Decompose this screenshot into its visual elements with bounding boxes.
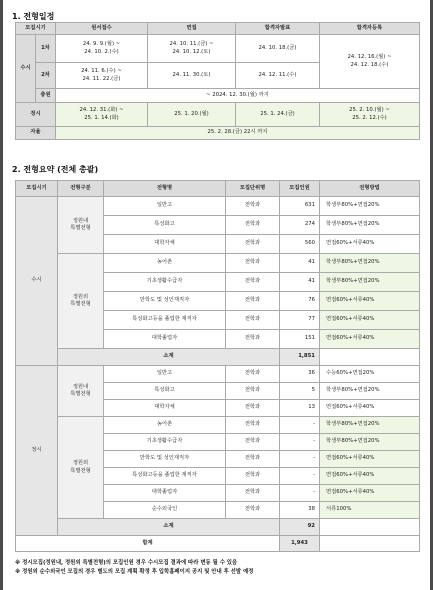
header-name: 전형명 bbox=[104, 181, 226, 197]
jeongsi-group-2: 정원외 특별전형 bbox=[58, 417, 104, 519]
unit-name: 전학과 bbox=[226, 502, 280, 519]
unit-name: 전학과 bbox=[226, 383, 280, 400]
method: 면접60%+서류40% bbox=[320, 311, 420, 330]
count: - bbox=[280, 434, 320, 451]
table-row bbox=[16, 254, 420, 273]
susi-register: 24. 12. 16.(월) ~ 24. 12. 18.(수) bbox=[320, 35, 420, 89]
extra-value: ~ 2024. 12. 30.(월) 까지 bbox=[56, 89, 420, 103]
subtotal-blank bbox=[320, 349, 420, 366]
program-name: 대학졸업자 bbox=[104, 485, 226, 502]
method: 면접60%+서류40% bbox=[320, 235, 420, 254]
program-name: 특성화고 bbox=[104, 383, 226, 400]
unit-name: 전학과 bbox=[226, 254, 280, 273]
header-interview: 면접 bbox=[148, 23, 236, 35]
count: 41 bbox=[280, 254, 320, 273]
method: 수능60%+면접20% bbox=[320, 366, 420, 383]
count: 13 bbox=[280, 400, 320, 417]
unit-name: 전학과 bbox=[226, 311, 280, 330]
footnote-2: ※ 정원외 순수외국인 모집의 경우 별도의 모집 계획 확정 후 입학홈페이지 공지 및 안내 후 선발 예정 bbox=[15, 569, 254, 576]
round1-interview: 24. 10. 11.(금) ~ 24. 10. 12.(토) bbox=[148, 35, 236, 63]
program-name: 농어촌 bbox=[104, 254, 226, 273]
count: 38 bbox=[280, 502, 320, 519]
susi-section bbox=[16, 197, 420, 366]
count: 41 bbox=[280, 273, 320, 292]
count: - bbox=[280, 468, 320, 485]
method: 학생부80%+면접20% bbox=[320, 273, 420, 292]
program-name: 순수외국인 bbox=[104, 502, 226, 519]
program-name: 특성화고등을 졸업한 재직자 bbox=[104, 468, 226, 485]
footnotes bbox=[15, 559, 253, 577]
count: 5 bbox=[280, 383, 320, 400]
table-row bbox=[16, 417, 420, 434]
susi-label: 수시 bbox=[16, 35, 36, 103]
count: - bbox=[280, 485, 320, 502]
unit-name: 전학과 bbox=[226, 485, 280, 502]
method: 면접60%+서류40% bbox=[320, 468, 420, 485]
unit-name: 전학과 bbox=[226, 434, 280, 451]
program-name: 만학도 및 성인재직자 bbox=[104, 292, 226, 311]
program-name: 만학도 및 성인재직자 bbox=[104, 451, 226, 468]
total-count: 1,943 bbox=[280, 536, 320, 552]
jeongsi-interview: 25. 1. 20.(월) bbox=[148, 103, 236, 127]
susi-group-2: 정원외 특별전형 bbox=[58, 254, 104, 349]
program-name: 농어촌 bbox=[104, 417, 226, 434]
unit-name: 전학과 bbox=[226, 235, 280, 254]
method: 학생부80%+면접20% bbox=[320, 434, 420, 451]
susi-period-label: 수시 bbox=[16, 197, 58, 366]
count: 631 bbox=[280, 197, 320, 216]
header-method: 전형방법 bbox=[320, 181, 420, 197]
count: 151 bbox=[280, 330, 320, 349]
program-name: 일반고 bbox=[104, 197, 226, 216]
program-name: 기초생활수급자 bbox=[104, 434, 226, 451]
round2-interview: 24. 11. 30.(토) bbox=[148, 63, 236, 89]
jaeul-value: 25. 2. 28.(금) 22시 까지 bbox=[56, 127, 420, 140]
method: 면접60%+서류40% bbox=[320, 292, 420, 311]
subtotal-label: 소계 bbox=[58, 519, 280, 536]
summary-table bbox=[15, 180, 420, 552]
footnote-1: ※ 정시모집(정원내, 정원외 특별전형)의 모집인원 경우 수시모집 결과에 따라 변동 될 수 있음 bbox=[15, 560, 238, 566]
total-label: 합계 bbox=[16, 536, 280, 552]
total-blank bbox=[320, 536, 420, 552]
count: - bbox=[280, 451, 320, 468]
unit-name: 전학과 bbox=[226, 273, 280, 292]
subtotal-count: 92 bbox=[280, 519, 320, 536]
unit-name: 전학과 bbox=[226, 400, 280, 417]
unit-name: 전학과 bbox=[226, 468, 280, 485]
header-result: 합격자발표 bbox=[236, 23, 320, 35]
unit-name: 전학과 bbox=[226, 366, 280, 383]
method: 면접60%+서류40% bbox=[320, 400, 420, 417]
count: 274 bbox=[280, 216, 320, 235]
header-period: 모집시기 bbox=[16, 181, 58, 197]
header-apply: 원서접수 bbox=[56, 23, 148, 35]
method: 면접60%+서류40% bbox=[320, 451, 420, 468]
unit-name: 전학과 bbox=[226, 417, 280, 434]
method: 학생부80%+면접20% bbox=[320, 197, 420, 216]
document-page bbox=[3, 0, 430, 590]
jeongsi-period-label: 정시 bbox=[16, 366, 58, 536]
jeongsi-register: 25. 2. 10.(월) ~ 25. 2. 12.(수) bbox=[320, 103, 420, 127]
schedule-table bbox=[15, 22, 420, 140]
section-title-summary: 2. 전형요약 (전체 총괄) bbox=[12, 165, 99, 174]
method: 학생부80%+면접20% bbox=[320, 383, 420, 400]
jeongsi-label: 정시 bbox=[16, 103, 56, 127]
susi-group-1: 정원내 특별전형 bbox=[58, 197, 104, 254]
round1-label: 1차 bbox=[36, 35, 56, 63]
round2-label: 2차 bbox=[36, 63, 56, 89]
subtotal-row bbox=[16, 519, 420, 536]
table-row bbox=[16, 366, 420, 383]
subtotal-label: 소계 bbox=[58, 349, 280, 366]
header-count: 모집인원 bbox=[280, 181, 320, 197]
program-name: 특성화고 bbox=[104, 216, 226, 235]
program-name: 일반고 bbox=[104, 366, 226, 383]
program-name: 대학자체 bbox=[104, 235, 226, 254]
table-row bbox=[16, 197, 420, 216]
count: 77 bbox=[280, 311, 320, 330]
method: 학생부80%+면접20% bbox=[320, 216, 420, 235]
round2-result: 24. 12. 11.(수) bbox=[236, 63, 320, 89]
method: 면접60%+서류40% bbox=[320, 330, 420, 349]
header-unit: 모집단위명 bbox=[226, 181, 280, 197]
count: 560 bbox=[280, 235, 320, 254]
count: - bbox=[280, 417, 320, 434]
round2-apply: 24. 11. 6.(수) ~ 24. 11. 22.(금) bbox=[56, 63, 148, 89]
jeongsi-section bbox=[16, 366, 420, 536]
jaeul-label: 자율 bbox=[16, 127, 56, 140]
program-name: 대학자체 bbox=[104, 400, 226, 417]
subtotal-count: 1,851 bbox=[280, 349, 320, 366]
subtotal-row bbox=[16, 349, 420, 366]
jeongsi-apply: 24. 12. 31.(화) ~ 25. 1. 14.(화) bbox=[56, 103, 148, 127]
section-title-schedule: 1. 전형일정 bbox=[12, 12, 55, 21]
method: 면접60%+서류40% bbox=[320, 485, 420, 502]
unit-name: 전학과 bbox=[226, 197, 280, 216]
extra-label: 충원 bbox=[36, 89, 56, 103]
subtotal-blank bbox=[320, 519, 420, 536]
header-period: 모집시기 bbox=[16, 23, 56, 35]
program-name: 대학졸업자 bbox=[104, 330, 226, 349]
jeongsi-group-1: 정원내 특별전형 bbox=[58, 366, 104, 417]
jeongsi-result: 25. 1. 24.(금) bbox=[236, 103, 320, 127]
unit-name: 전학과 bbox=[226, 216, 280, 235]
round1-result: 24. 10. 18.(금) bbox=[236, 35, 320, 63]
round1-apply: 24. 9. 9.(월) ~ 24. 10. 2.(수) bbox=[56, 35, 148, 63]
unit-name: 전학과 bbox=[226, 451, 280, 468]
header-type: 전형구분 bbox=[58, 181, 104, 197]
unit-name: 전학과 bbox=[226, 330, 280, 349]
program-name: 특성화고등을 졸업한 재직자 bbox=[104, 311, 226, 330]
count: 36 bbox=[280, 366, 320, 383]
unit-name: 전학과 bbox=[226, 292, 280, 311]
method: 서류100% bbox=[320, 502, 420, 519]
program-name: 기초생활수급자 bbox=[104, 273, 226, 292]
method: 학생부80%+면접20% bbox=[320, 417, 420, 434]
method: 학생부80%+면접20% bbox=[320, 254, 420, 273]
count: 76 bbox=[280, 292, 320, 311]
header-register: 합격자등록 bbox=[320, 23, 420, 35]
